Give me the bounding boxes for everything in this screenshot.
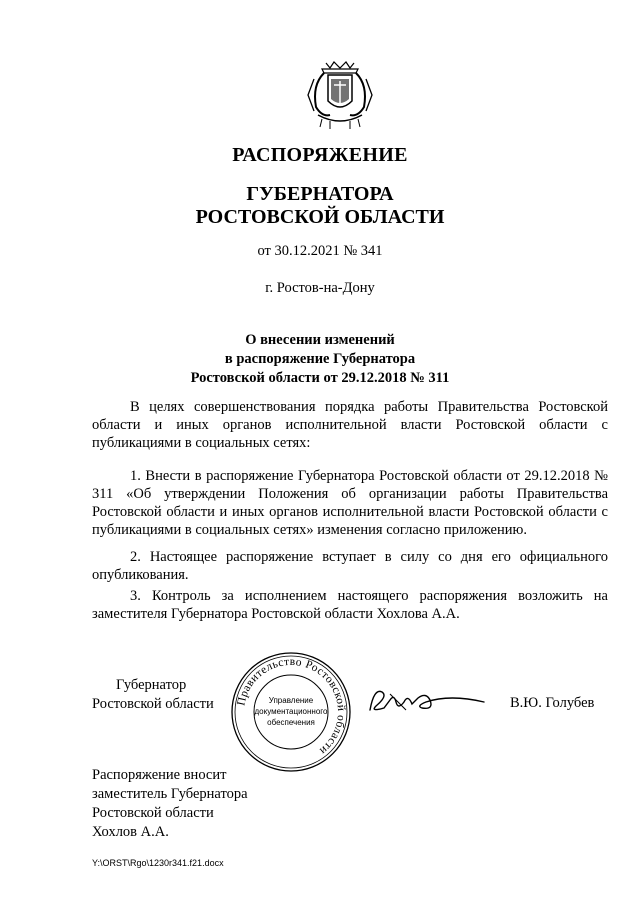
issuer — [0, 183, 640, 229]
rostov-oblast-coat-of-arms-icon — [300, 55, 380, 135]
intro-text: В целях совершенствования порядка работы Правительства Ростовской области и иных органов исполнительной власти Ростовской области с публикациями в социальных сетях: — [92, 399, 608, 451]
official-seal — [229, 650, 353, 774]
author-line: Хохлов А.А. — [92, 824, 169, 840]
signatory-name: В.Ю. Голубев — [510, 695, 595, 711]
author-line: заместитель Губернатора — [92, 786, 248, 802]
signatory-title-line: Губернатор — [116, 677, 187, 693]
signatory-title — [92, 676, 214, 714]
document-subject — [0, 331, 640, 388]
issuer-line: РОСТОВСКОЙ ОБЛАСТИ — [195, 206, 445, 228]
subject-line: в распоряжение Губернатора — [224, 351, 416, 367]
seal-inner-line: документационного — [254, 707, 328, 716]
file-path: Y:\ORST\Rgo\1230r341.f21.docx — [92, 858, 224, 868]
document-type: РАСПОРЯЖЕНИЕ — [232, 144, 408, 166]
document-city: г. Ростов-на-Дону — [265, 280, 375, 296]
author-block — [92, 766, 248, 842]
document-date-number: от 30.12.2021 № 341 — [257, 243, 383, 259]
item-3-text: 3. Контроль за исполнением настоящего распоряжения возложить на заместителя Губернатора Ростовской области Хохлова А.А. — [92, 588, 608, 622]
item-2-text: 2. Настоящее распоряжение вступает в силу со дня его официального опубликования. — [92, 549, 608, 583]
issuer-line: ГУБЕРНАТОРА — [246, 183, 394, 205]
item-3-paragraph — [92, 587, 608, 623]
intro-paragraph — [92, 398, 608, 452]
subject-line: О внесении изменений — [245, 332, 395, 348]
handwritten-signature — [360, 680, 490, 720]
item-2-paragraph — [92, 548, 608, 584]
seal-outer-text-path: Правительство Ростовской области — [235, 655, 348, 757]
item-1-text: 1. Внести в распоряжение Губернатора Ростовской области от 29.12.2018 № 311 «Об утверждении Положения об организации работы Правительства Ростовской области и иных органов исполнительной власти Ростовской области с публикациями в социальных сетях» изменения согласно приложению. — [92, 468, 608, 538]
seal-inner-line: обеспечения — [267, 718, 315, 727]
subject-line: Ростовской области от 29.12.2018 № 311 — [190, 370, 450, 386]
author-line: Распоряжение вносит — [92, 767, 227, 783]
seal-inner-line: Управление — [268, 696, 314, 705]
signatory-title-line: Ростовской области — [92, 696, 214, 712]
author-line: Ростовской области — [92, 805, 214, 821]
item-1-paragraph — [92, 467, 608, 539]
